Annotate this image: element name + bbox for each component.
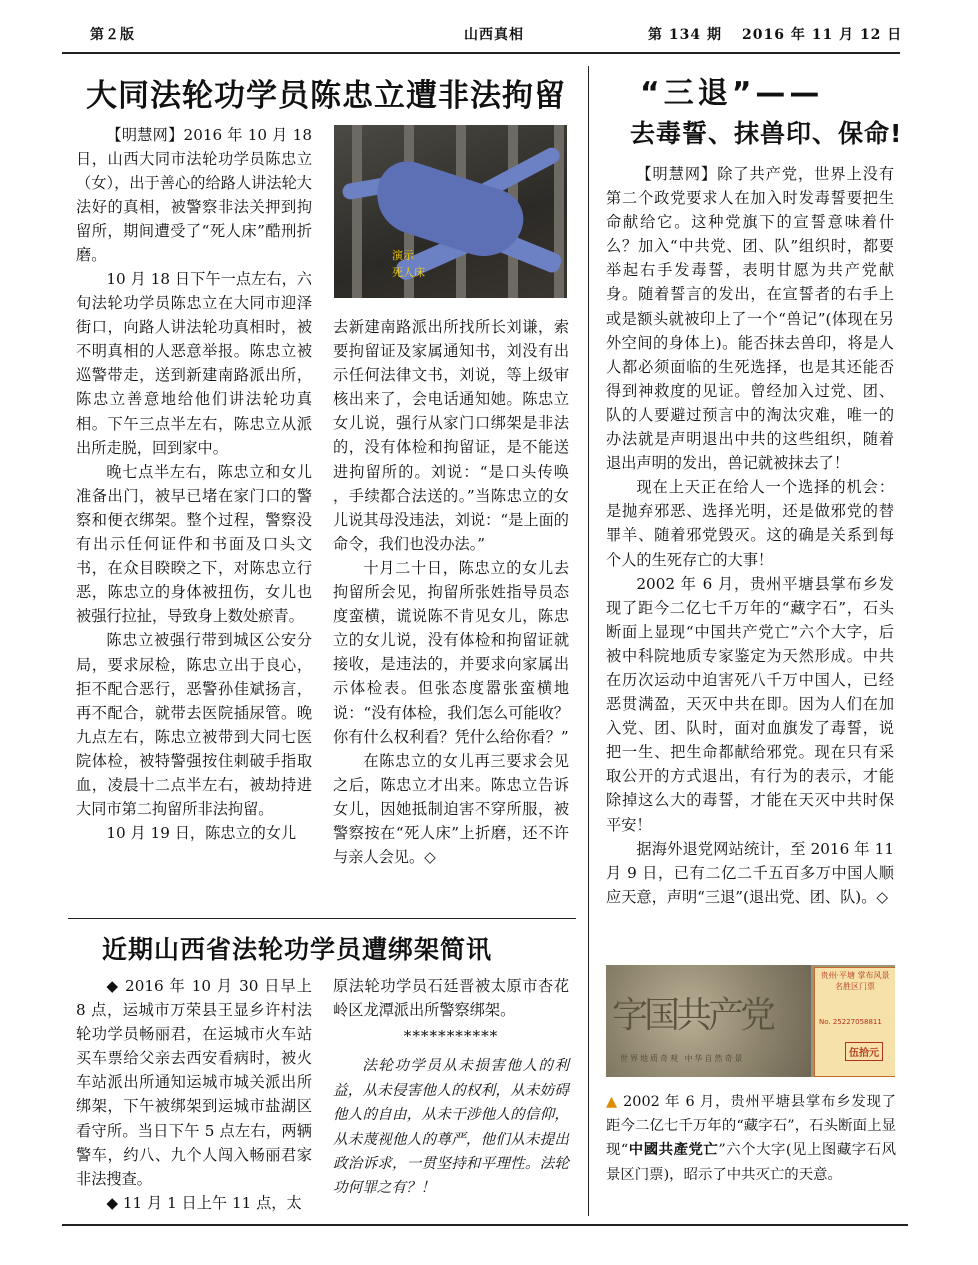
motto-paragraph: 法轮功学员从未损害他人的利益，从未侵害他人的权利，从未妨碍他人的自由，从未干涉他人的信仰，从未蔑视他人的尊严，他们从未提出政治诉求，一贯坚持和平理性。法轮功何罪之有？！ — [333, 1057, 569, 1197]
hidden-word-stone-photo — [606, 965, 895, 1077]
article3-body — [606, 162, 894, 909]
article-subtitle: 去毒誓、抹兽印、保命! — [630, 119, 903, 148]
paragraph: 现在上天正在给人一个选择的机会：是抛弃邪恶、选择光明，还是做邪党的替罪羊、随着邪党毁灭。这的确是关系到每个人的生死存亡的大事！ — [606, 478, 894, 569]
article2-column1 — [76, 974, 312, 1215]
triangle-icon: ▲ — [606, 1094, 618, 1110]
paragraph: 10 月 18 日下午一点左右，六旬法轮功学员陈忠立在大同市迎泽街口，向路人讲法轮功真相时，被不明真相的人恶意举报。陈忠立被巡警带走，送到新建南路派出所，陈忠立善意地给他们讲法轮功真相。下午三点半左右，陈忠立从派出所走脱，回到家中。 — [76, 270, 312, 457]
page-number: 第２版 — [90, 27, 135, 43]
ticket-number: No. 25227058811 — [819, 1018, 882, 1026]
paragraph: 【明慧网】除了共产党，世界上没有第二个政党要求人在加入时发毒誓要把生命献给它。这种党旗下的宣誓意味着什么？加入“中共党、团、队”组织时，都要举起右手发毒誓，表明甘愿为共产党献身。随着誓言的发出，在宣誓者的右手上或是额头就被印上了一个“兽记”(体现在另外空间的身体上)。能否抹去兽印，将是人人都必须面临的生死选择，也是其还能否得到神救度的见证。曾经加入过党、团、队的人要避过预言中的淘汰灾难，唯一的办法就是声明退出中共的这些组织，随着退出声明的发出，兽记就被抹去了！ — [606, 165, 894, 473]
article1-column2 — [333, 315, 569, 869]
paragraph: 去新建南路派出所找所长刘谦，索要拘留证及家属通知书，刘没有出示任何法律文书，刘说，等上级审核出来了，会电话通知她。陈忠立女儿说，强行从家门口绑架是非法的，没有体检和拘留证，是不能送进拘留所的。刘说：“是口头传唤 ，手续都合法送的。”当陈忠立的女儿说其母没违法，刘说：“是上面的命令，我们也没办法。” — [333, 318, 569, 553]
ticket-price: 伍拾元 — [845, 1042, 883, 1061]
article-title-three-quits: “三退”—— — [640, 76, 824, 111]
issue-number: 第 134 期 — [648, 27, 722, 43]
article1-lead — [76, 123, 312, 268]
ticket-title: 贵州·平塘 掌布风景名胜区门票 — [820, 971, 890, 991]
article-title-detention: 大同法轮功学员陈忠立遭非法拘留 — [86, 78, 566, 114]
paragraph: 十月二十日，陈忠立的女儿去拘留所会见，拘留所张姓指导员态度蛮横，谎说陈不肯见女儿，陈忠立的女儿说，没有体检和拘留证就接收，是违法的，并要求向家属出示体检表。但张态度嚣张蛮横地说：“没有体检，我们怎么可能收？你有什么权利看？凭什么给你看？” — [333, 558, 569, 746]
article1-column1 — [76, 267, 312, 845]
paragraph: 在陈忠立的女儿再三要求会见之后，陈忠立才出来。陈忠立告诉女儿，因她抵制迫害不穿所服，被警察按在“死人床”上折磨，还不许与亲人会见。◇ — [333, 751, 569, 867]
footer-rule — [62, 1224, 908, 1226]
photo-caption: 演示 死人床 — [392, 249, 425, 279]
news-item: ◆ 11 月 1 日上午 11 点，太 — [106, 1193, 302, 1212]
caption-text-end: ”六个大字(见上图藏字石风景区门票)，昭示了中共灭亡的天意。 — [606, 1142, 896, 1183]
paragraph: 2002 年 6 月，贵州平塘县掌布乡发现了距今二亿七千万年的“藏字石”，石头断面上显现“中国共产党亡”六个大字，后被中科院地质专家鉴定为天然形成。中共在历次运动中迫害死八千万中国人，已经恶贯满盈，天灭中共在即。因为人们在加入党、团、队时，面对血旗发了毒誓，说把一生、把生命都献给邪党。现在只有采取公开的方式退出，有行为的表示，才能除掉这么大的毒誓，才能在天灭中共时保平安！ — [606, 574, 894, 834]
stone-inscription: 世界地质奇观 中华自然奇景 — [620, 1054, 745, 1063]
stone-carving: 字国共产党 — [612, 995, 773, 1036]
paragraph: 10 月 19 日，陈忠立的女儿 — [106, 824, 297, 843]
article-divider — [68, 918, 576, 919]
separator: *********** — [403, 1027, 499, 1046]
paragraph: 陈忠立被强行带到城区公安分局，要求尿检，陈忠立出于良心，拒不配合恶行，恶警孙佳斌扬言，再不配合，就带去医院插尿管。晚九点左右，陈忠立被带到大同七医院体检，被特警强按住刺破手指取血，凌晨十二点半左右，被劫持进大同市第二拘留所非法拘留。 — [76, 631, 312, 819]
photo-caption-stone — [606, 1090, 896, 1187]
paragraph: 据海外退党网站统计，至 2016 年 11 月 9 日，已有二亿二千五百多万中国人顺应天意，声明“三退”(退出党、团、队)。◇ — [606, 839, 894, 906]
article2-column2 — [333, 974, 569, 1201]
lead-paragraph: 【明慧网】2016 年 10 月 18 日，山西大同市法轮功学员陈忠立（女），出于善心的给路人讲法轮大法好的真相，被警察非法关押到拘留所，期间遭受了“死人床”酷刑折磨。 — [76, 126, 312, 265]
news-item-continued: 原法轮功学员石廷晋被太原市杏花岭区龙潭派出所警察绑架。 — [333, 977, 569, 1020]
column-divider — [588, 66, 589, 1216]
torture-demo-photo — [334, 125, 567, 298]
admission-ticket — [814, 967, 895, 1077]
paragraph: 晚七点半左右，陈忠立和女儿准备出门，被早已堵在家门口的警察和便衣绑架。整个过程，警察没有出示任何证件和书面及口头文书，在众目睽睽之下，对陈忠立行恶，陈忠立的身体被扭伤，女儿也被强行拉扯，导致身上数处瘀青。 — [76, 462, 312, 626]
newspaper-name: 山西真相 — [464, 27, 524, 43]
caption-text: 2002 年 6 月，贵州平塘县掌布乡发现了距今二亿七千万年的“藏字石”，石头断面上显现“ — [606, 1094, 896, 1159]
caption-highlight: 中國共產党亡 — [628, 1142, 719, 1159]
header-rule — [62, 52, 900, 54]
article-title-abductions: 近期山西省法轮功学员遭绑架简讯 — [102, 935, 493, 964]
news-item: ◆ 2016 年 10 月 30 日早上 8 点，运城市万荣县王显乡许村法轮功学员畅丽君，在运城市火车站买车票给父亲去西安看病时，被火车站派出所通知运城市城关派出所绑架，下午被绑架到运城市盐湖区看守所。当日下午 5 点左右，两辆警车，约八、九个人闯入畅丽君家非法搜查。 — [76, 977, 312, 1188]
issue-date: 2016 年 11 月 12 日 — [742, 27, 903, 43]
